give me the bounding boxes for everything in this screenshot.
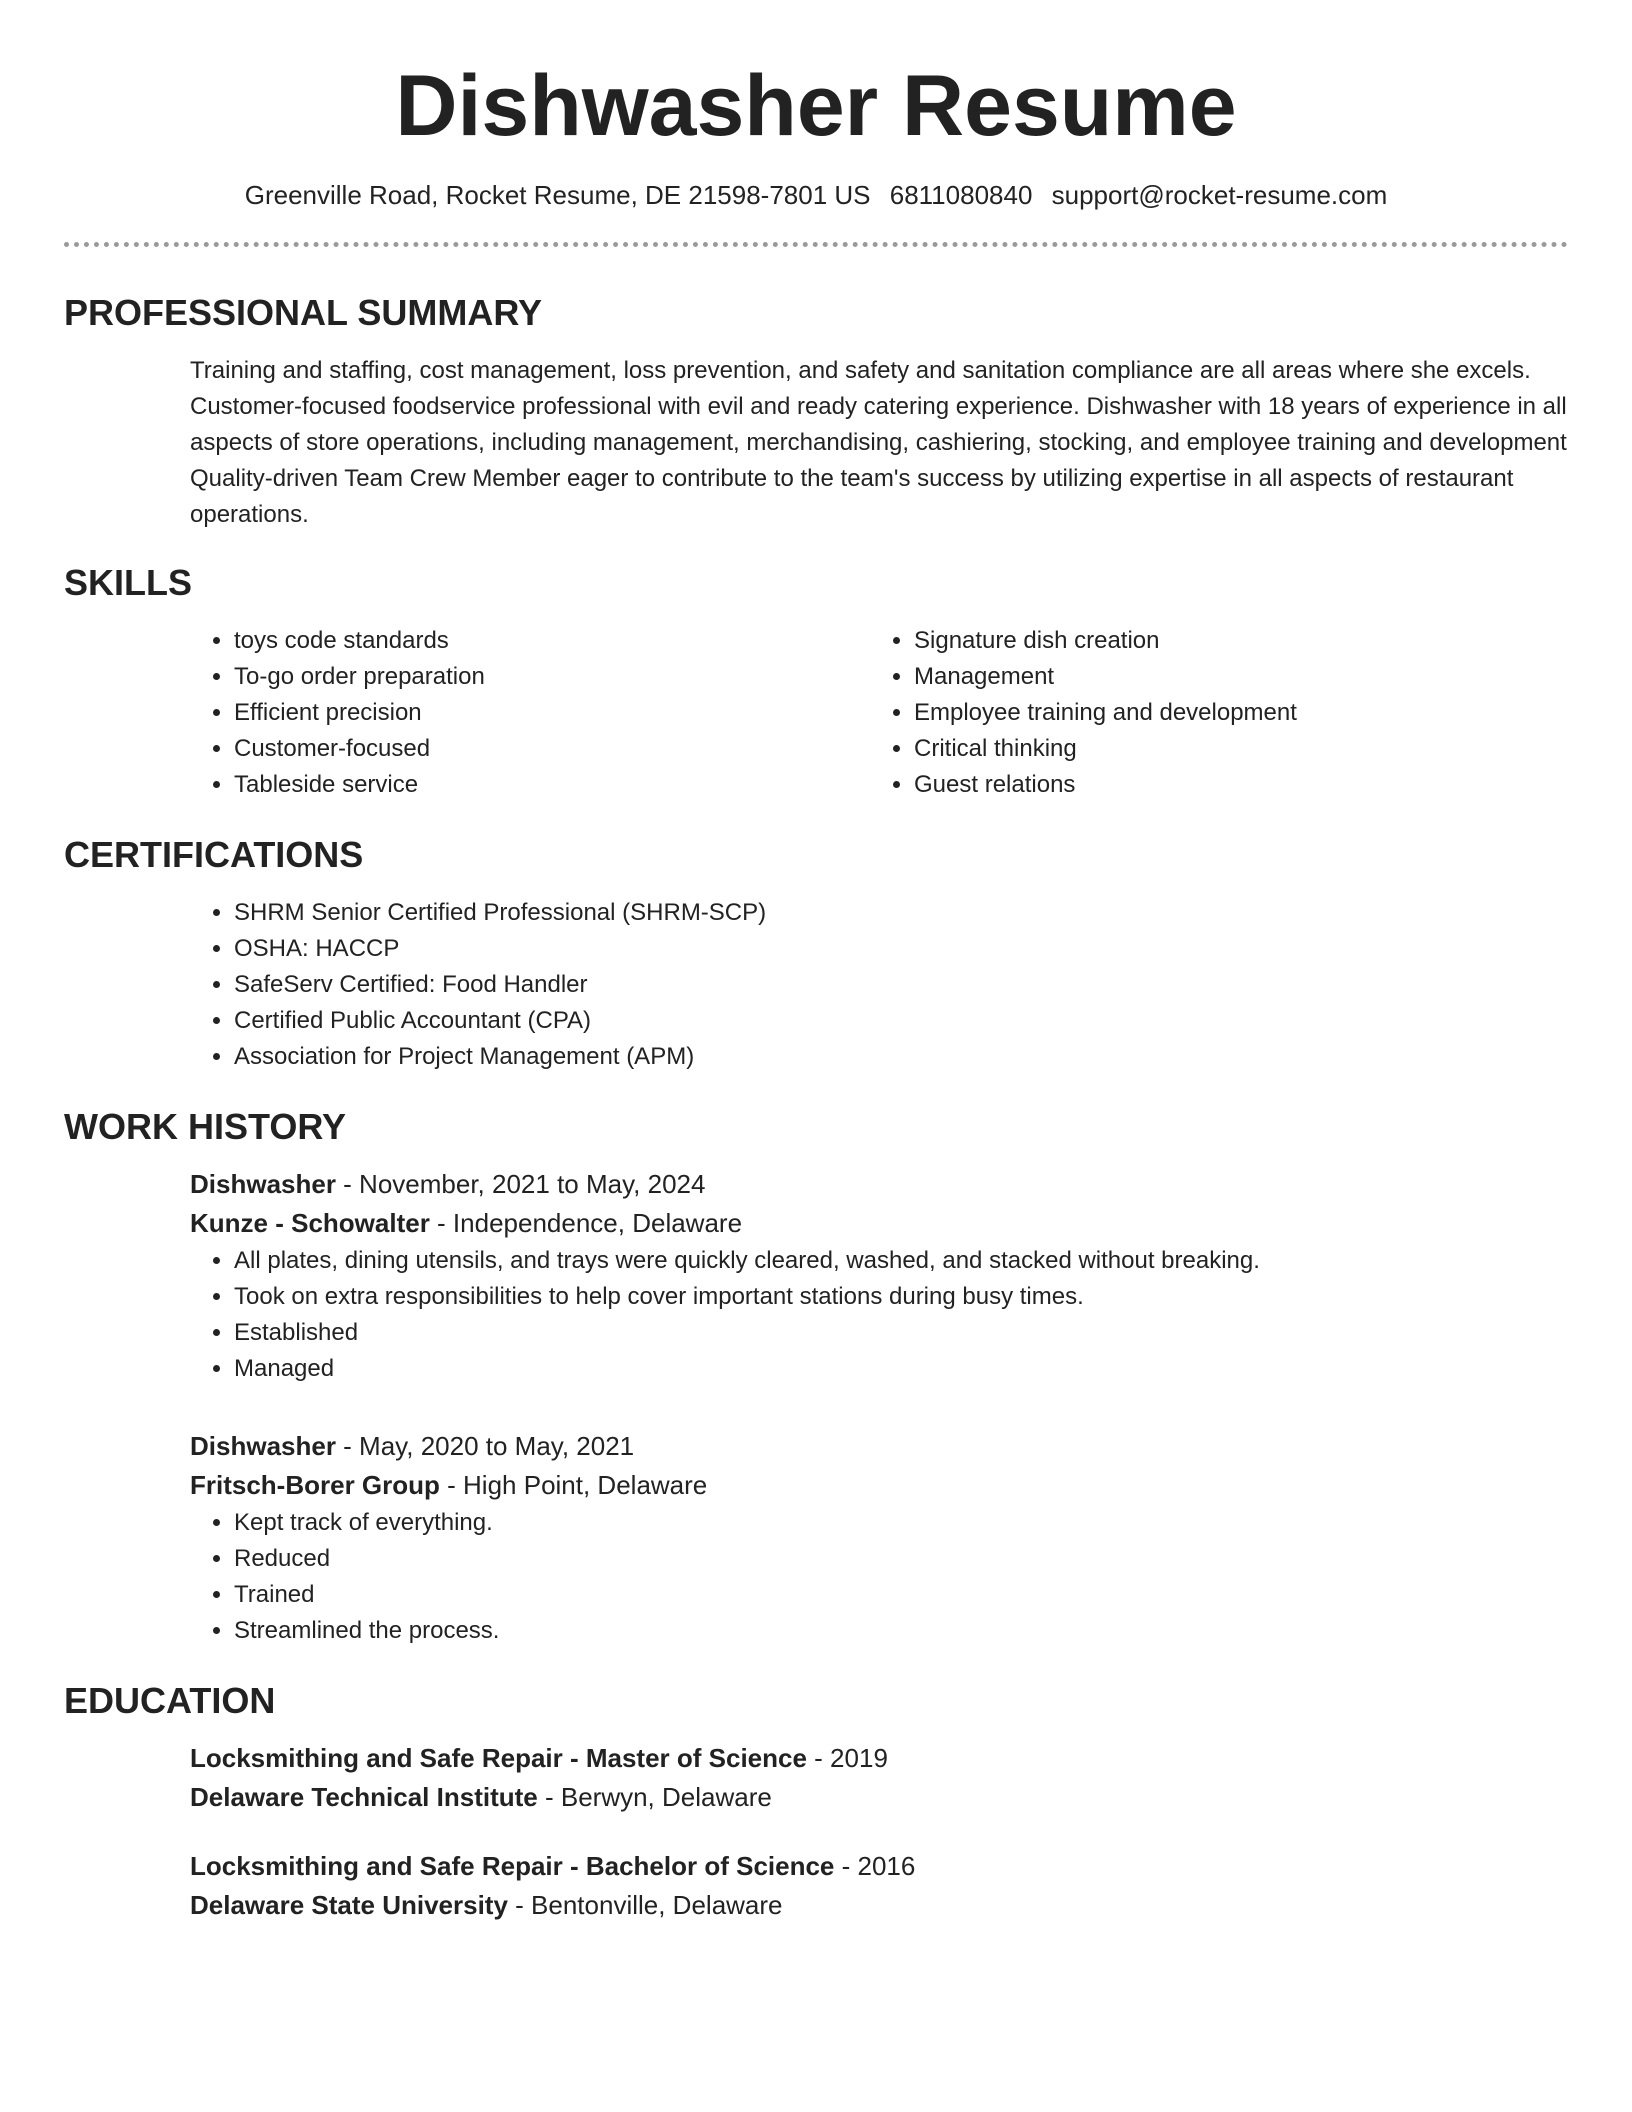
skill-item: • Management — [914, 659, 1550, 695]
skill-item: • To-go order preparation — [234, 659, 870, 695]
education-school: Delaware Technical Institute — [190, 1782, 538, 1812]
skill-item: • Customer-focused — [234, 731, 870, 767]
job-location: - High Point, Delaware — [439, 1470, 708, 1500]
certification-item: • Association for Project Management (APM) — [234, 1039, 1568, 1075]
education-location: - Berwyn, Delaware — [537, 1782, 772, 1812]
job-location: - Independence, Delaware — [429, 1208, 743, 1238]
job-company-line — [190, 1466, 1568, 1505]
skill-item: • Efficient precision — [234, 695, 870, 731]
education-entry — [190, 1847, 1568, 1925]
skill-item: • Employee training and development — [914, 695, 1550, 731]
education-year: - 2019 — [806, 1743, 888, 1773]
skills-heading: SKILLS — [64, 562, 193, 603]
job-company: Fritsch-Borer Group — [190, 1470, 440, 1500]
education-school: Delaware State University — [190, 1890, 508, 1920]
job-title-line — [190, 1165, 1568, 1204]
job-bullets — [190, 1243, 1568, 1387]
header-divider — [64, 242, 1568, 247]
contact-email[interactable]: support@rocket-resume.com — [1051, 180, 1388, 210]
skills-column-left — [190, 623, 870, 803]
education-body — [64, 1739, 1568, 1925]
summary-heading: PROFESSIONAL SUMMARY — [64, 292, 543, 333]
job-title: Dishwasher — [190, 1431, 336, 1461]
certification-item: • Certified Public Accountant (CPA) — [234, 1003, 1568, 1039]
skill-item: • toys code standards — [234, 623, 870, 659]
education-school-line — [190, 1886, 1568, 1925]
job-company-line — [190, 1204, 1568, 1243]
contact-address: Greenville Road, Rocket Resume, DE 21598-7801 US — [244, 180, 871, 210]
work-history-heading: WORK HISTORY — [64, 1106, 347, 1147]
certification-item: • OSHA: HACCP — [234, 931, 1568, 967]
job-bullet: • Took on extra responsibilities to help cover important stations during busy times. — [234, 1279, 1568, 1315]
education-section — [64, 1679, 1568, 1925]
education-location: - Bentonville, Delaware — [507, 1890, 783, 1920]
job-dates: - May, 2020 to May, 2021 — [335, 1431, 635, 1461]
education-degree-line — [190, 1847, 1568, 1886]
contact-phone: 6811080840 — [889, 180, 1033, 210]
skill-item: • Critical thinking — [914, 731, 1550, 767]
education-degree: Locksmithing and Safe Repair - Bachelor of Science — [190, 1851, 835, 1881]
job-bullet: • All plates, dining utensils, and trays were quickly cleared, washed, and stacked without breaking. — [234, 1243, 1568, 1279]
education-school-line — [190, 1778, 1568, 1817]
job-bullet: • Reduced — [234, 1541, 1568, 1577]
contact-line — [64, 178, 1568, 212]
skills-grid — [64, 623, 1568, 803]
education-year: - 2016 — [834, 1851, 916, 1881]
education-degree: Locksmithing and Safe Repair - Master of Science — [190, 1743, 807, 1773]
job-company: Kunze - Schowalter — [190, 1208, 430, 1238]
job-bullet: • Managed — [234, 1351, 1568, 1387]
education-degree-line — [190, 1739, 1568, 1778]
education-heading: EDUCATION — [64, 1680, 276, 1721]
summary-body — [64, 353, 1568, 533]
summary-section — [64, 291, 1568, 533]
certification-item: • SafeServ Certified: Food Handler — [234, 967, 1568, 1003]
skill-item: • Tableside service — [234, 767, 870, 803]
certifications-heading: CERTIFICATIONS — [64, 834, 364, 875]
certifications-section — [64, 833, 1568, 1075]
job-bullet: • Established — [234, 1315, 1568, 1351]
job-bullets — [190, 1505, 1568, 1649]
job-entry — [190, 1165, 1568, 1387]
summary-text: Training and staffing, cost management, loss prevention, and safety and sanitation compliance are all areas where she excels. Customer-focused foodservice professional with evil and ready catering experience. Dishwasher with 18 years of experience in all aspects of store operations, including management, merchandising, cashiering, stocking, and employee training and development Quality-driven Team Crew Member eager to contribute to the team's success by utilizing expertise in all aspects of restaurant operations. — [190, 357, 1567, 528]
job-bullet: • Kept track of everything. — [234, 1505, 1568, 1541]
job-title-line — [190, 1427, 1568, 1466]
skills-section — [64, 561, 1568, 803]
job-title: Dishwasher — [190, 1169, 336, 1199]
work-history-section — [64, 1105, 1568, 1649]
education-entry — [190, 1739, 1568, 1817]
skills-column-right — [870, 623, 1550, 803]
resume-title: Dishwasher Resume — [395, 58, 1237, 154]
certifications-body — [64, 895, 1568, 1075]
skill-item: • Guest relations — [914, 767, 1550, 803]
job-entry — [190, 1427, 1568, 1649]
job-dates: - November, 2021 to May, 2024 — [335, 1169, 706, 1199]
job-bullet: • Trained — [234, 1577, 1568, 1613]
skill-item: • Signature dish creation — [914, 623, 1550, 659]
job-bullet: • Streamlined the process. — [234, 1613, 1568, 1649]
certification-item: • SHRM Senior Certified Professional (SHRM-SCP) — [234, 895, 1568, 931]
work-history-body — [64, 1165, 1568, 1649]
